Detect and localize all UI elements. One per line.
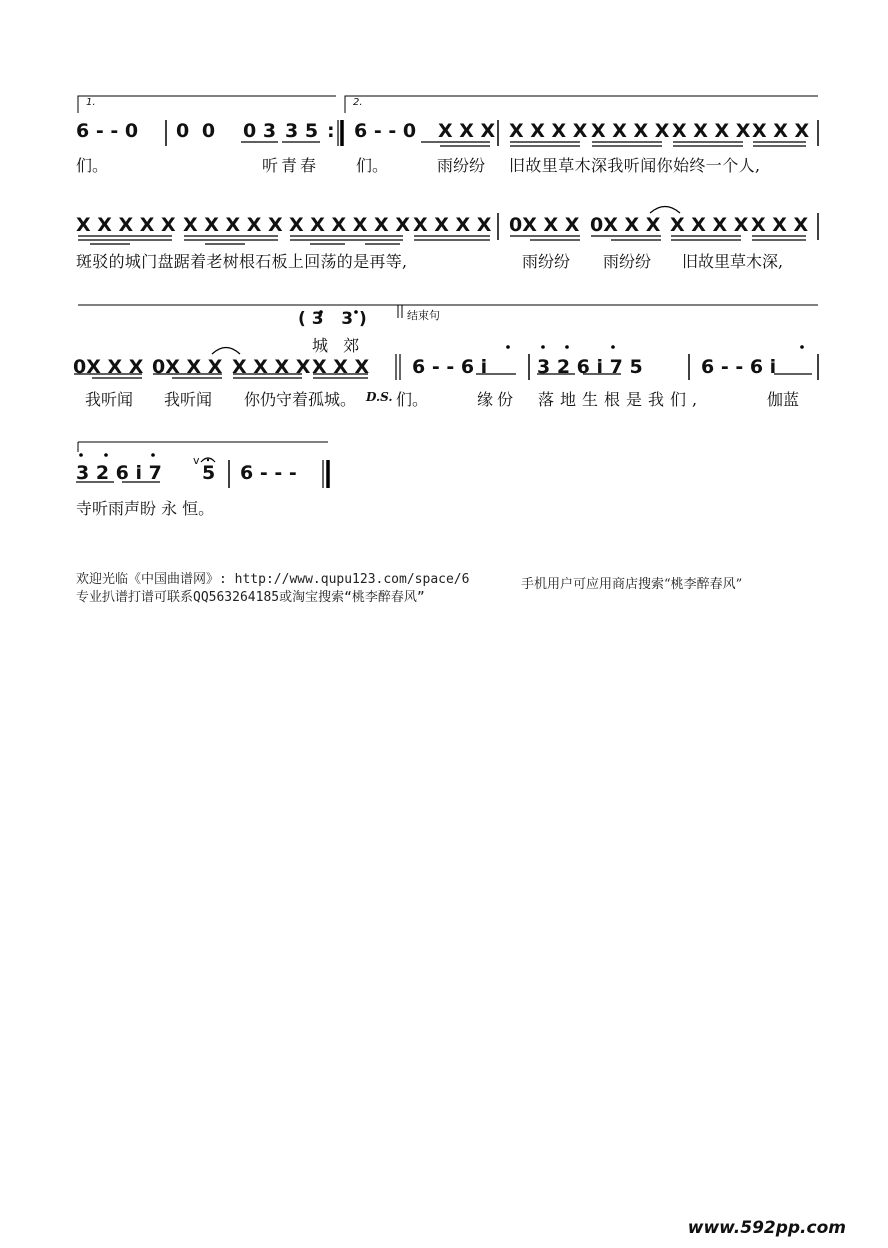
note-group: X X X (751, 214, 809, 236)
volta-2-label: 2. (353, 97, 363, 108)
note-group: 6 - - 6 i (701, 356, 777, 378)
volta-1-label: 1. (86, 97, 96, 108)
note-group: X X X X (509, 120, 588, 142)
alternate-notes: ( 3 3 ) (298, 309, 367, 329)
footer-line-1a: 欢迎光临《中国曲谱网》: http://www.qupu123.com/space/6 (76, 572, 470, 587)
lyric: 寺听雨声盼 永 恒。 (76, 499, 215, 518)
note-group: 0X X X (152, 356, 223, 378)
note-group: X X X X X X (289, 214, 410, 236)
site-watermark: www.592pp.com (687, 1218, 846, 1238)
note-group: X X X (438, 120, 496, 142)
note-group: X X X X (591, 120, 670, 142)
lyric: 我听闻 (85, 390, 134, 409)
note-group: 0 0 (176, 120, 216, 142)
lyric: 雨纷纷 (603, 252, 652, 271)
note-group: 6 - - 0 (354, 120, 417, 142)
note-group: 6 - - 0 (76, 120, 139, 142)
lyric: 们。 (356, 156, 389, 175)
note-group: X X X X (672, 120, 751, 142)
note-group: 3 5 (285, 120, 319, 142)
lyric: 落地生根是我们, (538, 390, 704, 409)
lyric: 雨纷纷 (522, 252, 571, 271)
note-group: 0X X X (590, 214, 661, 236)
note-group: X X X (752, 120, 810, 142)
note-group: X X X X X (76, 214, 176, 236)
lyric: 旧故里草木深我听闻你始终一个人, (509, 156, 761, 175)
lyric: 旧故里草木深, (682, 252, 784, 271)
lyric: 你仍守着孤城。 (244, 390, 357, 409)
lyric: 斑驳的城门盘踞着老树根石板上回荡的是再等, (76, 252, 408, 271)
note-group: 6 - - - (240, 462, 297, 484)
repeat-dots: : (327, 120, 335, 142)
lyric: 雨纷纷 (437, 156, 486, 175)
note-group: 0X X X (73, 356, 144, 378)
note-group: X X X (312, 356, 370, 378)
lyric: 们。 (76, 156, 109, 175)
footer-line-2: 专业扒谱打谱可联系QQ563264185或淘宝搜索“桃李醉春风” (76, 590, 425, 605)
lyric: 缘份 (477, 390, 518, 409)
footer-line-1b: 手机用户可应用商店搜索“桃李醉春风” (521, 577, 743, 592)
lyric: 我听闻 (164, 390, 213, 409)
lyric: 伽蓝 (767, 390, 800, 409)
note-group: X X X X (670, 214, 749, 236)
dal-segno-marking: D.S. (366, 390, 393, 404)
coda-label: 结束句 (407, 309, 440, 322)
alternate-lyrics: 城 郊 (312, 336, 360, 355)
note-group: 3 2 6 i 7 (76, 462, 162, 484)
lyric: 们。 (396, 390, 429, 409)
note-group: 5 (202, 462, 216, 484)
breath-mark: v (193, 454, 200, 467)
lyric: 听青春 (262, 156, 320, 175)
note-group: 0 3 (243, 120, 277, 142)
note-group: 3 2 6 i 7 5 (537, 356, 643, 378)
note-group: X X X X (413, 214, 492, 236)
note-group: X X X X X (183, 214, 283, 236)
note-group: 6 - - 6 i (412, 356, 488, 378)
note-group: X X X X (232, 356, 311, 378)
note-group: 0X X X (509, 214, 580, 236)
